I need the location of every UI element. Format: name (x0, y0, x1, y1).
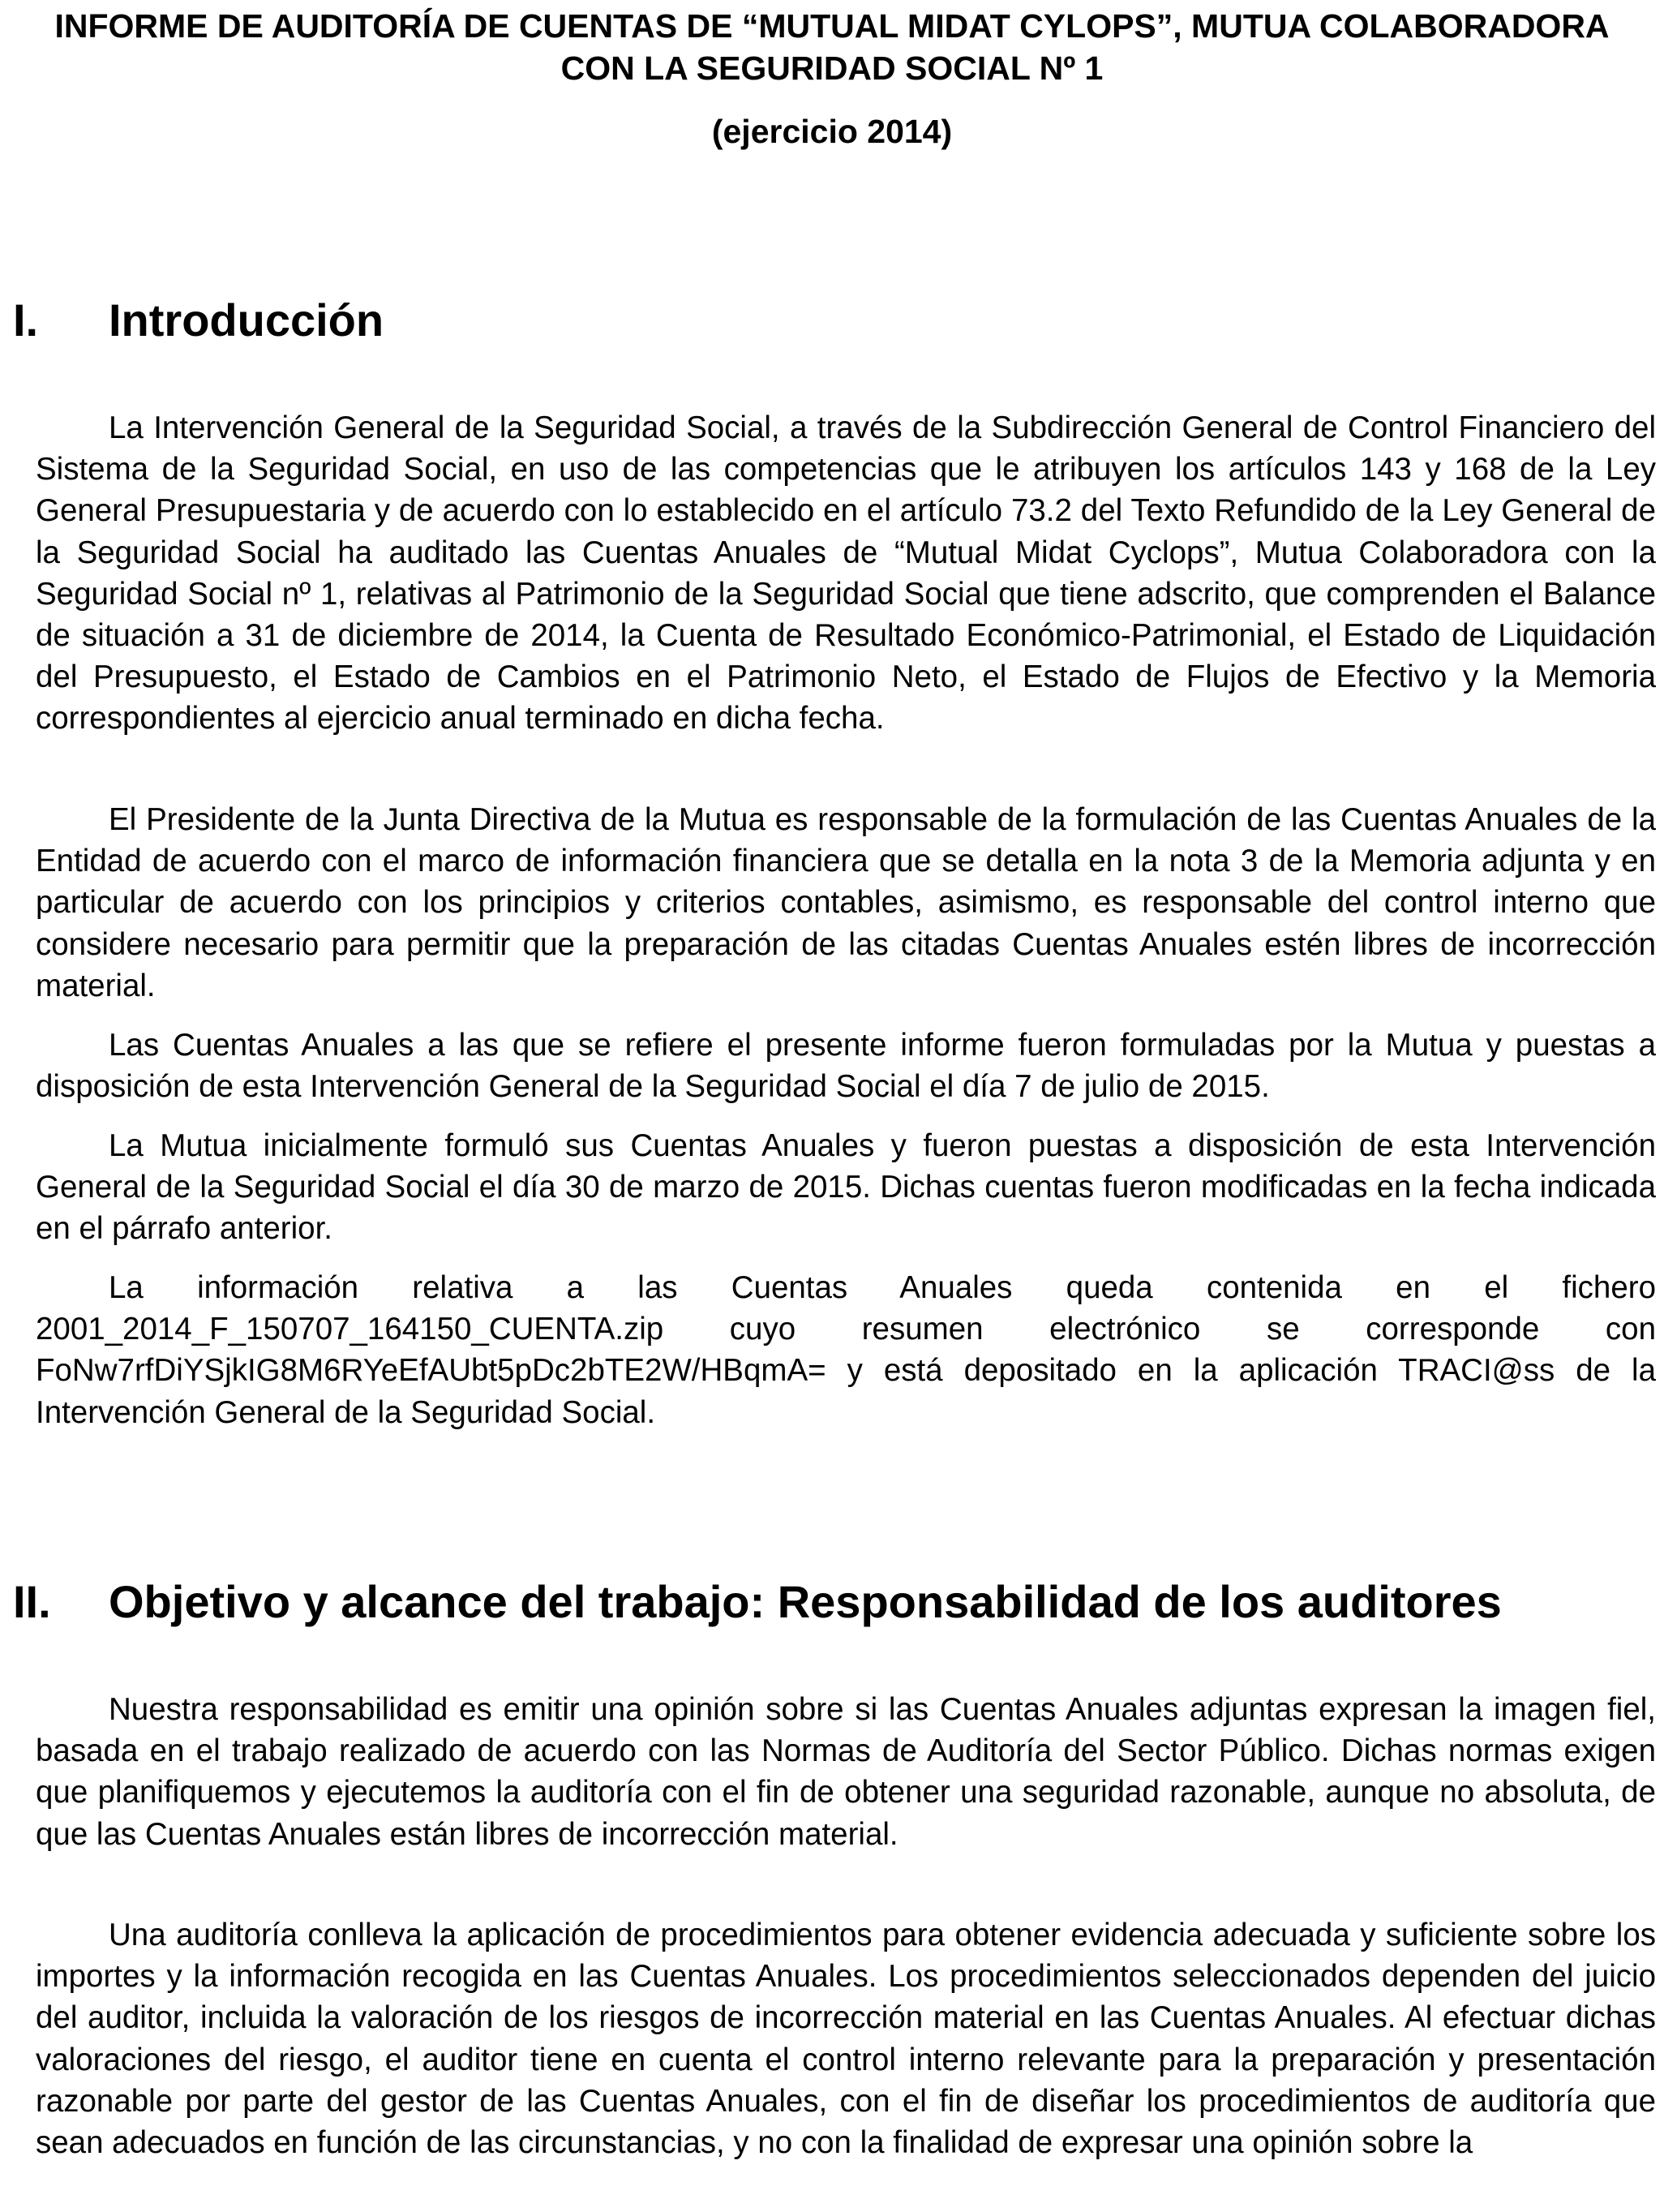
paragraph: La Intervención General de la Seguridad Social, a través de la Subdirección General de Control Financiero del Sistema de la Seguridad Social, en uso de las competencias que le atribuyen los artículos 143 y 168 de la Ley General Presupuestaria y de acuerdo con lo establecido en el artículo 73.2 del Texto Refundido de la Ley General de la Seguridad Social ha auditado las Cuentas Anuales de “Mutual Midat Cyclops”, Mutua Colaboradora con la Seguridad Social nº 1, relativas al Patrimonio de la Seguridad Social que tiene adscrito, que comprenden el Balance de situación a 31 de diciembre de 2014, la Cuenta de Resultado Económico-Patrimonial, el Estado de Liquidación del Presupuesto, el Estado de Cambios en el Patrimonio Neto, el Estado de Flujos de Efectivo y la Memoria correspondientes al ejercicio anual terminado en dicha fecha. (36, 410, 1656, 737)
paragraph: Una auditoría conlleva la aplicación de procedimientos para obtener evidencia adecuada y suficiente sobre los importes y la información recogida en las Cuentas Anuales. Los procedimientos seleccionados dependen del juicio del auditor, incluida la valoración de los riesgos de incorrección material en las Cuentas Anuales. Al efectuar dichas valoraciones del riesgo, el auditor tiene en cuenta el control interno relevante para la preparación y presentación razonable por parte del gestor de las Cuentas Anuales, con el fin de diseñar los procedimientos de auditoría que sean adecuados en función de las circunstancias, y no con la finalidad de expresar una opinión sobre la (36, 1918, 1656, 2161)
report-title: INFORME DE AUDITORÍA DE CUENTAS DE “MUTUAL MIDAT CYLOPS”, MUTUA COLABORADORA CON LA SEGURIDAD SOCIAL Nº 1 (54, 7, 1610, 87)
paragraph-file-hash: La información relativa a las Cuentas Anuales queda contenida en el fichero 2001_2014_F_150707_164150_CUENTA.zip cuyo resumen electrónico se corresponde con FoNw7rfDiYSjkIG8M6RYeEfAUbt5pDc2bTE2W/HBqmA= y está depositado en la aplicación TRACI@ss de la Intervención General de la Seguridad Social. (36, 1270, 1656, 1430)
paragraph: Las Cuentas Anuales a las que se refiere el presente informe fueron formuladas por la Mutua y puestas a disposición de esta Intervención General de la Seguridad Social el día 7 de julio de 2015. (36, 1028, 1656, 1105)
paragraph: El Presidente de la Junta Directiva de la Mutua es responsable de la formulación de las Cuentas Anuales de la Entidad de acuerdo con el marco de información financiera que se detalla en la nota 3 de la Memoria adjunta y en particular de acuerdo con los principios y criterios contables, asimismo, es responsable del control interno que considere necesario para permitir que la preparación de las citadas Cuentas Anuales estén libres de incorrección material. (36, 802, 1656, 1003)
report-subtitle: (ejercicio 2014) (711, 113, 953, 150)
section-number: II. (13, 1576, 51, 1627)
section-title: Objetivo y alcance del trabajo: Responsabilidad de los auditores (109, 1576, 1502, 1627)
paragraph: La Mutua inicialmente formuló sus Cuentas Anuales y fueron puestas a disposición de esta Intervención General de la Seguridad Social el día 30 de marzo de 2015. Dichas cuentas fueron modificadas en la fecha indicada en el párrafo anterior. (36, 1128, 1656, 1247)
section-title: Introducción (109, 294, 384, 346)
paragraph: Nuestra responsabilidad es emitir una opinión sobre si las Cuentas Anuales adjuntas expresan la imagen fiel, basada en el trabajo realizado de acuerdo con las Normas de Auditoría del Sector Público. Dichas normas exigen que planifiquemos y ejecutemos la auditoría con el fin de obtener una seguridad razonable, aunque no absoluta, de que las Cuentas Anuales están libres de incorrección material. (36, 1692, 1656, 1852)
section-number: I. (13, 294, 39, 346)
